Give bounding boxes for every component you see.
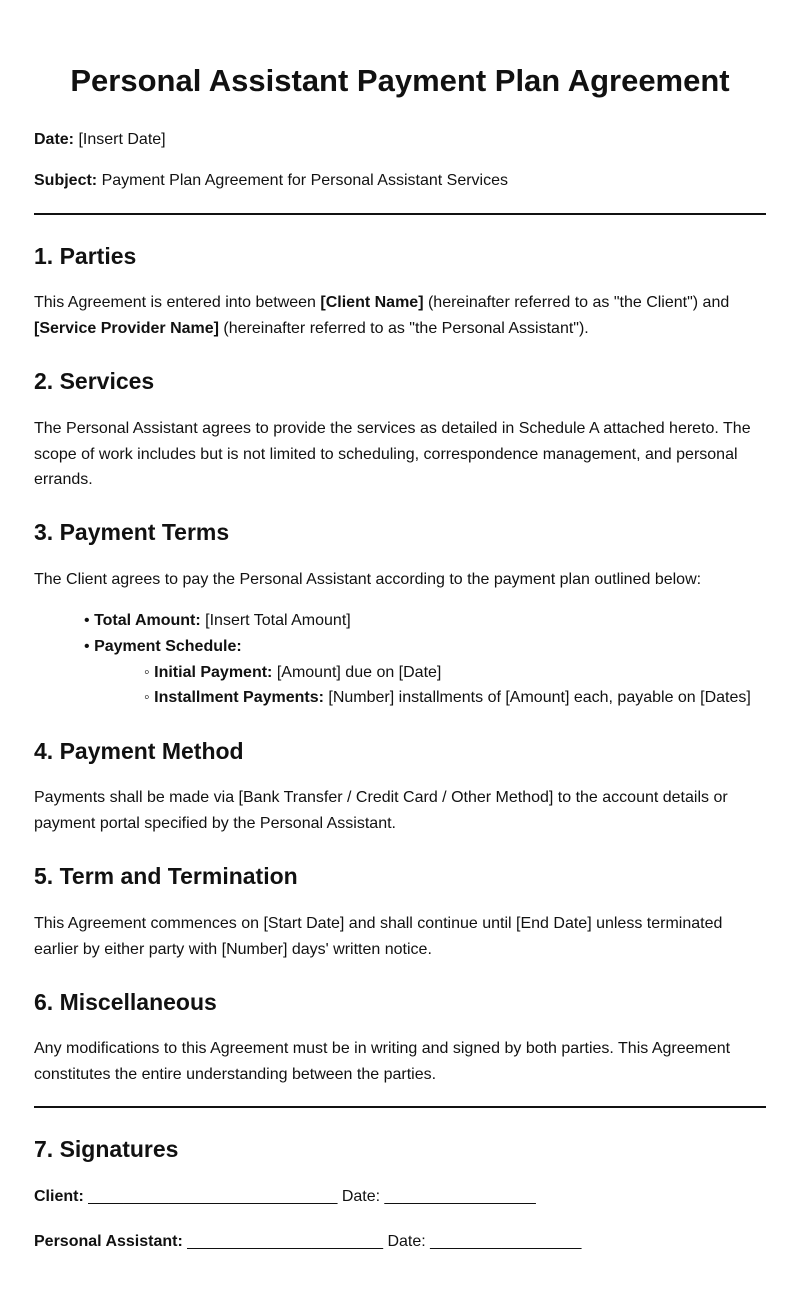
date-value: [Insert Date] — [78, 131, 166, 148]
client-signature-label: Client: — [34, 1188, 84, 1205]
total-amount-label: Total Amount: — [94, 612, 201, 629]
bottom-divider — [34, 1106, 766, 1108]
services-heading: 2. Services — [34, 368, 155, 394]
client-signature-blank[interactable]: ____________________________ — [83, 1188, 342, 1205]
subject-label: Subject: — [34, 172, 98, 189]
parties-text-part: This Agreement is entered into between — [34, 294, 321, 311]
installment-payments-label: Installment Payments: — [154, 689, 324, 706]
payment-terms-intro: The Client agrees to pay the Personal Assistant according to the payment plan outlined below: — [34, 571, 702, 588]
installment-payments-value: [Number] installments of [Amount] each, payable on [Dates] — [323, 689, 751, 706]
top-divider — [34, 213, 766, 215]
total-amount-value: [Insert Total Amount] — [200, 612, 351, 629]
assistant-signature-line — [34, 1231, 581, 1253]
date-line — [34, 129, 166, 151]
signatures-heading: 7. Signatures — [34, 1136, 179, 1162]
assistant-signature-label: Personal Assistant: — [34, 1233, 183, 1250]
payment-schedule-label: Payment Schedule: — [94, 638, 242, 655]
initial-payment-label: Initial Payment: — [154, 664, 273, 681]
subject-value: Payment Plan Agreement for Personal Assistant Services — [101, 172, 508, 189]
services-text: The Personal Assistant agrees to provide the services as detailed in Schedule A attached hereto. The scope of work includes but is not limited to scheduling, correspondence management, and personal errands. — [34, 420, 751, 488]
payment-method-heading: 4. Payment Method — [34, 738, 244, 764]
parties-text — [34, 290, 766, 341]
term-heading: 5. Term and Termination — [34, 863, 298, 889]
parties-text-part: (hereinafter referred to as "the Personal Assistant"). — [218, 319, 589, 337]
client-date-blank[interactable]: Date: _________________ — [341, 1188, 536, 1205]
sub-bullet-glyph: ◦ — [144, 664, 150, 681]
assistant-date-blank[interactable]: Date: _________________ — [387, 1233, 582, 1250]
payment-method-text: Payments shall be made via [Bank Transfer / Credit Card / Other Method] to the account details or payment portal specified by the Personal Assistant. — [34, 789, 728, 832]
client-name-placeholder: [Client Name] — [320, 294, 424, 311]
payment-terms-heading: 3. Payment Terms — [34, 519, 230, 545]
bullet-glyph: • — [84, 638, 90, 655]
sub-bullet-glyph: ◦ — [144, 689, 150, 706]
misc-text: Any modifications to this Agreement must be in writing and signed by both parties. This Agreement constitutes the entire understanding between the parties. — [34, 1040, 731, 1083]
subject-line — [34, 170, 508, 192]
term-text: This Agreement commences on [Start Date] and shall continue until [End Date] unless terminated earlier by either party with [Number] days' written notice. — [34, 915, 723, 958]
date-label: Date: — [34, 131, 75, 148]
parties-heading: 1. Parties — [34, 243, 137, 269]
list-item — [84, 636, 242, 658]
provider-name-placeholder: [Service Provider Name] — [34, 319, 219, 337]
assistant-signature-blank[interactable]: ______________________ — [182, 1233, 388, 1250]
list-item — [84, 610, 351, 632]
initial-payment-value: [Amount] due on [Date] — [272, 664, 442, 681]
list-item — [144, 662, 441, 684]
document-title: Personal Assistant Payment Plan Agreement — [70, 63, 730, 98]
list-item — [144, 687, 751, 709]
bullet-glyph: • — [84, 612, 90, 629]
parties-text-part: (hereinafter referred to as "the Client") and — [423, 294, 730, 311]
misc-heading: 6. Miscellaneous — [34, 989, 217, 1015]
client-signature-line — [34, 1186, 536, 1208]
